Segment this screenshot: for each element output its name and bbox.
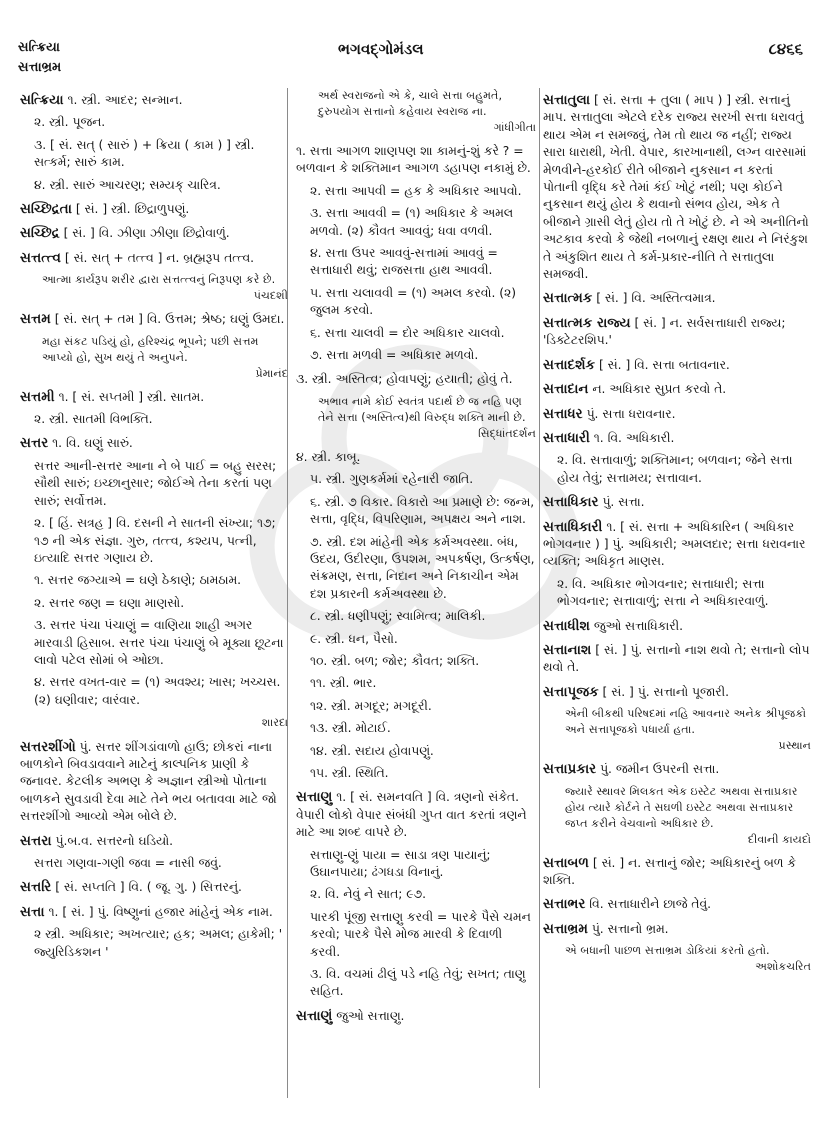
definition-text: [ સં. ] વિ. અસ્તિત્વમાત્ર. (596, 291, 716, 306)
dictionary-entry (543, 315, 811, 350)
definition-text: ૧. [ સં. સમનવતિ ] વિ. ત્રણનો સંકેત. વેપારી લોકો વેપાર સંબંધી ગુપ્ત વાત કરતાં ત્રણને માટે આ શબ્દ વાપરે છે. (296, 790, 527, 840)
definition-line (296, 494, 536, 529)
definition-line (296, 698, 536, 715)
definition-text: [ સં. ] વિ. સત્તા બતાવનાર. (598, 357, 730, 372)
definition-line (543, 576, 811, 611)
definition-line (296, 1008, 536, 1025)
definition-text: ૧૦. સ્ત્રી. બળ; જોર; કૌવત; શક્તિ. (310, 653, 480, 668)
definition-text: પારકી પૂંજી સત્તાણુ કરવી = પારકે પૈસે ચમન કરવો; પારકે પૈસે મોજ મારવી કે દિવાળી કરવી. (310, 909, 531, 959)
dictionary-entry (543, 761, 811, 847)
definition-text: ૬. સ્ત્રી. ૭ વિકાર. વિકારો આ પ્રમાણે છે: જન્મ, સત્તા, વૃદ્ધિ, વિપરિણામ, અપક્ષય અને નાશ. (310, 494, 535, 527)
definition-text: ૧. [ સં. સપ્તમી ] સ્ત્રી. સાતમ. (58, 389, 205, 404)
citation-quote (20, 272, 288, 304)
citation-quote (543, 784, 811, 848)
definition-line (20, 739, 288, 826)
column-divider (539, 88, 540, 1088)
definition-text: [ સં. સત્તા + તુલા ( માપ ) ] સ્ત્રી. સત્તાનું માપ. સત્તાતુલા એટલે દરેક રાજ્ય સરખી સત્તા ધરાવતું થાય એમ ન સમજવું, તેમ તો થાય જ નહીં; રાજ્ય સારા ધારાથી, ખેતી. વેપાર, કારખાનાથી, લગ્ન વારસામાં મેળવીને-હરકોઈ રીતે બીજાને નુકસાન ન કરતાં પોતાની વૃદ્ધિ કરે તેમાં કંઈ ખોટું નથી; પણ કોઈને નુકસાન થયું હોય કે થવાનો સંભવ હોય, એક તે બીજાને ગ્રાસી લેતું હોય તો તે ખોટું છે. ને એ અનીતિનો અટકાવ કરવો કે જેથી નબળાનું રક્ષણ થાય ને નિરંકુશ તે અંકુશિત થાય તે કર્મ-પ્રકાર-નીતિ તે સત્તાતુલા સમજવી. (543, 93, 809, 282)
definition-line (543, 921, 811, 938)
headword: સત્તાપૂજક (543, 683, 599, 700)
citation-source: પંચદશી (253, 289, 288, 303)
headword: સત્તાધારી (543, 429, 590, 446)
dictionary-entry (543, 896, 811, 913)
definition-line (543, 494, 811, 511)
definition-line (296, 789, 536, 841)
headword: સત્તાપ્રકાર (543, 761, 597, 778)
headword: સત્તાદાન (543, 381, 589, 398)
definition-text: ૩. સ્ત્રી. અસ્તિત્વ; હોવાપણું; હયાતી; હોવું તે. (296, 372, 513, 387)
definition-text: ૧. [ સં. ] પું. વિષ્ણુનાં હજાર માંહેનું એક નામ. (48, 904, 273, 919)
definition-line (543, 452, 811, 487)
definition-line (296, 608, 536, 625)
headword: સત્તાભર (543, 896, 586, 913)
citation-text: મહા સંકટ પડિયું હો, હરિશ્ચંદ્ર ભૂપને; પછી સત્તમ આપ્યો હો, સુખ થયું તે અનુપને. (42, 334, 259, 364)
definition-text: વિ. સત્તાધારીને છાજે તેવું. (589, 897, 712, 912)
definition-line (296, 886, 536, 903)
definition-text: સત્તાણુ-ણું પાયા = સાડા ત્રણ પાયાનું; ઉઘાનપાયા; ઢંગધડા વિનાનું. (310, 847, 491, 879)
headword: સત્તરા (20, 832, 52, 849)
citation-source: ગાંધીગીતા (493, 121, 536, 134)
definition-line (20, 572, 288, 589)
column-3 (543, 92, 811, 982)
definition-line (543, 618, 811, 635)
citation-source: પ્રેમાનંદ (255, 366, 288, 380)
definition-text: પું. સત્તર શીંગડાંવાળો હાઉ; છોકરાં નાના બાળકોને બિવડાવવાને માટેનું કાલ્પનિક પ્રાણી કે જનાવર. કેટલીક અભણ કે અજ્ઞાન સ્ત્રીઓ પોતાના બાળકને સુવડાવી દેવા માટે તેને ભય બતાવવા માટે જો સત્તરશીંગો આવ્યો એમ બોલે છે. (20, 739, 277, 824)
citation-source: અશોકચરિત (755, 960, 811, 974)
definition-line (296, 205, 536, 240)
definition-text: પું. જમીન ઉપરની સત્તા. (600, 762, 720, 777)
guide-word-last: સત્તાભ્રમ (18, 60, 62, 75)
definition-line (296, 765, 536, 782)
citation-text: જ્યારે સ્થાવર મિલકત એક ઇસ્ટેટ અથવા સત્તાપ્રકાર હોય ત્યારે કોર્ટને તે સઘળી ઇસ્ટેટ અથવા સત્તાપ્રકાર જપ્ત કરીને વેચવાનો અધિકાર છે. (565, 784, 798, 830)
definition-line (296, 720, 536, 737)
definition-text: ૮. સ્ત્રી. ધણીપણું; સ્વામિત્વ; માલિકી. (310, 609, 486, 624)
definition-line (543, 290, 811, 307)
definition-text: ન. અધિકાર સુપ્રત કરવો તે. (592, 382, 727, 397)
definition-line (543, 761, 811, 778)
dictionary-entry (20, 833, 288, 873)
definition-text: [ સં. ] ન. સત્તાનું જોર; અધિકારનું બળ કે શક્તિ. (543, 855, 796, 887)
definition-text: ૧૨. સ્ત્રી. મગદૂર; મગદૂરી. (310, 698, 432, 713)
definition-line (543, 381, 811, 398)
citation-source: સિદ્ધાંતદર્શન (478, 426, 536, 440)
definition-text: ૬. સત્તા ચાલવી = દોર અધિકાર ચાલવો. (310, 325, 505, 340)
definition-text: ૩. વિ. વચમાં ઢીલું પડે નહિ તેવું; સખત; તાણુ સહિત. (310, 967, 526, 999)
definition-text: ૯. સ્ત્રી. ધન, પૈસો. (310, 631, 398, 646)
dictionary-entry (543, 618, 811, 635)
definition-text: ૨. સત્તર જણ = ઘણા માણસો. (34, 595, 185, 610)
headword: સત્તાત્મક (543, 290, 593, 307)
definition-text: ૩. સત્તર પંચા પંચાણું = વાણિયા શાહી અગર મારવાડી હિસાબ. સત્તર પંચા પંચાણું બે મૂક્યા છૂટના લાવો પટેલ સોમાં બે ઓછા. (34, 618, 284, 667)
definition-text: ૧. વિ. અધિકારી. (593, 430, 675, 445)
headword: સત્તાણુ (296, 789, 333, 806)
definition-line (20, 458, 288, 510)
definition-text: ૨. સ્ત્રી. સાતમી વિભક્તિ. (34, 412, 153, 427)
headword: સત્તમી (20, 388, 55, 405)
definition-text: ૩. [ સં. સત્ ( સારું ) + ક્રિયા ( કામ ) ] સ્ત્રી. સત્કર્મ; સારું કામ. (34, 137, 255, 170)
definition-line (296, 966, 536, 1001)
headword: સત્તરશીંગો (20, 738, 76, 755)
dictionary-entry (20, 904, 288, 961)
guide-word-first: સત્ક્રિયા (18, 40, 60, 55)
definition-line (20, 311, 288, 328)
dictionary-entry (543, 519, 811, 611)
definition-text: ૧૧. સ્ત્રી. ભાર. (310, 676, 377, 691)
dictionary-entry (296, 143, 536, 364)
definition-text: [ સં. સપ્તતિ ] વિ. ( જૂ. ગુ. ) સિત્તરનું. (55, 880, 242, 895)
dictionary-entry (543, 430, 811, 487)
citation-quote (296, 394, 536, 442)
headword: સત્તાધિકારી (543, 518, 603, 535)
definition-text: [ સં. ] વિ. ઝીણા ઝીણા છિદ્રોવાળું. (63, 226, 230, 241)
headword: સત્તા (20, 903, 45, 920)
definition-line (543, 92, 811, 283)
definition-line (20, 225, 288, 242)
definition-line (20, 617, 288, 669)
definition-line (20, 92, 288, 109)
definition-line (20, 879, 288, 896)
definition-line (543, 519, 811, 571)
citation-text: અર્થ સ્વરાજનો એ કે, ચાલે સત્તા બહુમતે, દુરુપયોગ સત્તાનો કહેવાય સ્વરાજ ના. (318, 89, 503, 118)
headword: સત્તાભ્રમ (543, 920, 588, 937)
definition-text: ૨. વિ. સત્તાવાળું; શક્તિમાન; બળવાન; જેને સત્તા હોય તેવું; સત્તામય; સત્તાવાન. (557, 453, 793, 485)
headword: સત્તાબળ (543, 854, 589, 871)
definition-text: ૨. સ્ત્રી. પૂજન. (34, 115, 106, 130)
definition-line (20, 201, 288, 218)
dictionary-entry (543, 855, 811, 890)
dictionary-entry (20, 879, 288, 896)
definition-line (543, 896, 811, 913)
definition-text: જુઓ સત્તાણુ. (336, 1008, 405, 1023)
citation-text: એની બીકથી પરિષદમાં નહિ આવનાર અનેક શ્રીપૂજકો અને સત્તાપૂજકો પધાર્યા હતા. (565, 707, 807, 737)
dictionary-entry (20, 389, 288, 429)
definition-text: પું. સત્તા. (602, 495, 645, 510)
dictionary-entry (20, 225, 288, 242)
definition-text: ૫. સ્ત્રી. ગુણકર્મમાં રહેનારી જાતિ. (310, 472, 474, 487)
headword: સત્તમ (20, 311, 51, 328)
definition-text: ૧૫. સ્ત્રી. સ્થિતિ. (310, 765, 389, 780)
definition-text: ૪. સત્તા ઉપર આવવું-સત્તામાં આવવું = સત્તાધારી થવું; રાજસત્તા હાથ આવવી. (310, 246, 498, 278)
dictionary-entry (20, 311, 288, 381)
headword: સચ્છિદ્રતા (20, 201, 72, 218)
definition-line (20, 904, 288, 921)
citation-source: દીવાની કાયદો (747, 832, 811, 846)
definition-text: [ સં. ] પું. સત્તાનો નાશ થવો તે; સત્તાનો લોપ થવો તે. (543, 642, 810, 675)
definition-text: ૧. [ સં. સત્તા + અધિકારિન ( અધિકાર ભોગવનાર ) ] પું. અધિકારી; અમલદાર; સત્તા ધરાવનાર વ્યક્તિ; અધિકૃત માણસ. (543, 519, 806, 569)
definition-line (296, 371, 536, 388)
definition-line (20, 114, 288, 131)
definition-text: ૨ સ્ત્રી. અધિકાર; અખત્યાર; હક; અમલ; હાકેમી; ' જ્યુરિડિકશન ' (34, 927, 283, 959)
definition-text: ૧૩. સ્ત્રી. મોટાઈ. (310, 721, 391, 736)
definition-line (296, 743, 536, 760)
definition-text: ૧. સત્તા આગળ શાણપણ શા કામનું-શું કરે ? = બળવાન કે શક્તિમાન આગળ ડહાપણ નકામું છે. (296, 144, 531, 176)
citation-text: આત્મા કાર્યરૂપ શરીર દ્વારા સત્તત્ત્વનું નિરૂપણ કરે છે. (42, 273, 276, 287)
definition-line (20, 926, 288, 961)
definition-text: ૫. સત્તા ચલાવવી = (૧) અમલ કરવો. (૨) જુલમ કરવો. (310, 285, 517, 318)
dictionary-entry (296, 449, 536, 783)
dictionary-entry (543, 406, 811, 423)
headword: સત્ક્રિયા (20, 92, 64, 108)
definition-line (20, 833, 288, 850)
definition-line (20, 389, 288, 406)
dictionary-entry (543, 357, 811, 374)
headword: સત્તર (20, 435, 49, 452)
definition-line (296, 847, 536, 882)
definition-text: ૪. સત્તર વખત-વાર = (૧) અવશ્ય; ખાસ; ખચ્ચસ. (૨) ઘણીવાર; વારંવાર. (34, 675, 281, 707)
definition-text: ૧૪. સ્ત્રી. સદાય હોવાપણું. (310, 743, 434, 758)
definition-line (296, 471, 536, 488)
definition-text: ૩. સત્તા આવવી = (૧) અધિકાર કે અમલ મળવો. (૨) કૌવત આવવું; ધવા વળવી. (310, 206, 514, 238)
dictionary-entry (20, 739, 288, 826)
definition-line (20, 435, 288, 452)
definition-line (543, 430, 811, 447)
dictionary-entry (543, 381, 811, 398)
definition-line (20, 595, 288, 612)
dictionary-entry (543, 642, 811, 677)
dictionary-entry (20, 92, 288, 194)
citation-text: અભાવ નામે કોઈ સ્વતંત્ર પદાર્થ છે જ નહિ પણ તેને સત્તા (અસ્તિત્વ)થી વિરુદ્ધ શક્તિ માની છે. (318, 394, 526, 424)
definition-text: જુઓ સત્તાધિકારી. (593, 618, 684, 633)
dictionary-entry (543, 494, 811, 511)
definition-text: ૧. સત્તર જગ્યાએ = ઘણે ઠેકાણે; ઠામઠામ. (34, 573, 242, 588)
dictionary-entry (20, 250, 288, 304)
definition-text: ૨. વિ. અધિકાર ભોગવનાર; સત્તાધારી; સત્તા ભોગવનાર; સત્તાવાળું; સત્તા ને અધિકારવાળું. (557, 576, 769, 609)
definition-text: ૧. સ્ત્રી. આદર; સન્માન. (67, 93, 183, 107)
definition-line (20, 250, 288, 267)
definition-line (296, 653, 536, 670)
definition-text: [ સં. ] ન. સર્વસત્તાધારી રાજ્ય; 'ડિક્ટેટરશિપ.' (543, 315, 786, 348)
citation-text: એ બધાની પાછળ સત્તાભ્રમ ડોકિયાં કરતો હતો. (565, 944, 770, 958)
headword: સત્તાણું (296, 1007, 333, 1024)
headword: સચ્છિદ્ર (20, 225, 60, 242)
dictionary-entry (543, 92, 811, 283)
definition-text: ૪. સ્ત્રી. કાબૂ. (296, 449, 361, 464)
definition-text: ૪. સ્ત્રી. સારું આચરણ; સમ્યક્ ચારિત્ર. (34, 177, 221, 192)
headword: સત્તાતુલા (543, 92, 591, 108)
citation-source: પ્રસ્થાન (778, 739, 811, 753)
definition-line (296, 347, 536, 364)
citation-source: શારદા (261, 716, 288, 730)
book-title: ભગવદ્ગોમંડલ (338, 40, 424, 58)
citation-quote (20, 334, 288, 382)
definition-text: ૨. [ હિં. સત્રહ ] વિ. દસની ને સાતની સંખ્યા; ૧૭; ૧૭ ની એક સંજ્ઞા. ગુરુ, તત્ત્વ, કશ્યપ, પત્ની, ઇત્યાદિ સત્તર ગણાય છે. (34, 516, 276, 565)
headword: સત્તાત્મક રાજ્ય (543, 314, 631, 331)
definition-line (543, 315, 811, 350)
column-2 (296, 86, 536, 1032)
citation-quote (543, 706, 811, 754)
definition-line (296, 631, 536, 648)
definition-text: [ સં. સત્ + તત્ત્વ ] ન. બ્રહ્મરૂપ તત્ત્વ. (64, 250, 255, 265)
definition-line (20, 137, 288, 172)
citation-quote (543, 943, 811, 975)
definition-text: પું.બ.વ. સત્તરનો ઘડિયો. (55, 833, 174, 848)
dictionary-entry (20, 435, 288, 731)
definition-text: સત્તર આની-સત્તર આના ને બે પાઈ = બહુ સરસ; સૌથી સારું; ઇચ્છાનુસાર; જોઈએ તેના કરતાં પણ સારું; સર્વોત્તમ. (34, 458, 277, 508)
definition-line (20, 411, 288, 428)
definition-text: ૨. સત્તા આપવી = હક કે અધિકાર આપવો. (310, 183, 522, 198)
page-number: ૮૪૬૬ (768, 40, 803, 58)
definition-text: [ સં. ] પું. સત્તાનો પૂજારી. (602, 684, 730, 699)
headword: સત્તરિ (20, 879, 52, 896)
definition-line (543, 357, 811, 374)
definition-line (296, 534, 536, 604)
dictionary-entry (543, 290, 811, 307)
dictionary-entry (20, 201, 288, 218)
definition-text: ૭. સત્તા મળવી = અધિકાર મળવો. (310, 348, 479, 363)
definition-line (296, 143, 536, 178)
dictionary-entry (296, 789, 536, 1000)
definition-text: ૭. સ્ત્રી. દશ માંહેની એક કર્મઅવસ્થા. બંધ, ઉદય, ઉદીરણા, ઉપશમ, અપકર્ષણ, ઉત્કર્ષણ, સંક્રમણ, સત્તા, નિદાન અને નિકાચીન એમ દશ પ્રકારની કર્મઅવસ્થા છે. (310, 534, 535, 601)
definition-line (296, 183, 536, 200)
definition-text: પું. સત્તા ધરાવનાર. (586, 406, 676, 421)
dictionary-entry (296, 371, 536, 441)
headword: સત્તાદર્શક (543, 356, 596, 373)
headword: સત્તત્ત્વ (20, 249, 61, 266)
dictionary-entry (543, 684, 811, 754)
definition-line (20, 515, 288, 567)
definition-line (20, 855, 288, 872)
definition-line (20, 674, 288, 709)
definition-line (296, 325, 536, 342)
headword: સત્તાધીશ (543, 617, 590, 634)
definition-text: [ સં. સત્ + તમ ] વિ. ઉત્તમ; શ્રેષ્ઠ; ઘણું ઉમદા. (54, 312, 285, 327)
definition-text: [ સં. ] સ્ત્રી. છિદ્રાળુપણું. (75, 202, 190, 217)
page-header (18, 34, 807, 74)
definition-line (543, 684, 811, 701)
definition-text: ૧. વિ. ઘણું સારું. (52, 436, 133, 451)
definition-line (296, 285, 536, 320)
definition-line (296, 675, 536, 692)
definition-line (543, 855, 811, 890)
dictionary-entry (296, 88, 536, 136)
citation-quote (296, 88, 536, 136)
definition-text: ૨. વિ. નેવું ને સાત; ૯૭. (310, 887, 427, 902)
dictionary-entry (543, 921, 811, 975)
definition-text: પું. સત્તાનો ભ્રમ. (591, 921, 669, 936)
definition-line (296, 449, 536, 466)
definition-line (296, 909, 536, 961)
definition-text: સત્તરા ગણવા-ગણી જવા = નાસી જવું. (34, 856, 222, 870)
headword: સત્તાધર (543, 405, 583, 422)
definition-line (543, 642, 811, 677)
definition-line (296, 245, 536, 280)
headword: સત્તાધિકાર (543, 494, 599, 511)
definition-line (543, 406, 811, 423)
dictionary-entry (296, 1008, 536, 1025)
definition-line (20, 177, 288, 194)
headword: સત્તાનાશ (543, 641, 592, 658)
column-1 (20, 92, 288, 968)
